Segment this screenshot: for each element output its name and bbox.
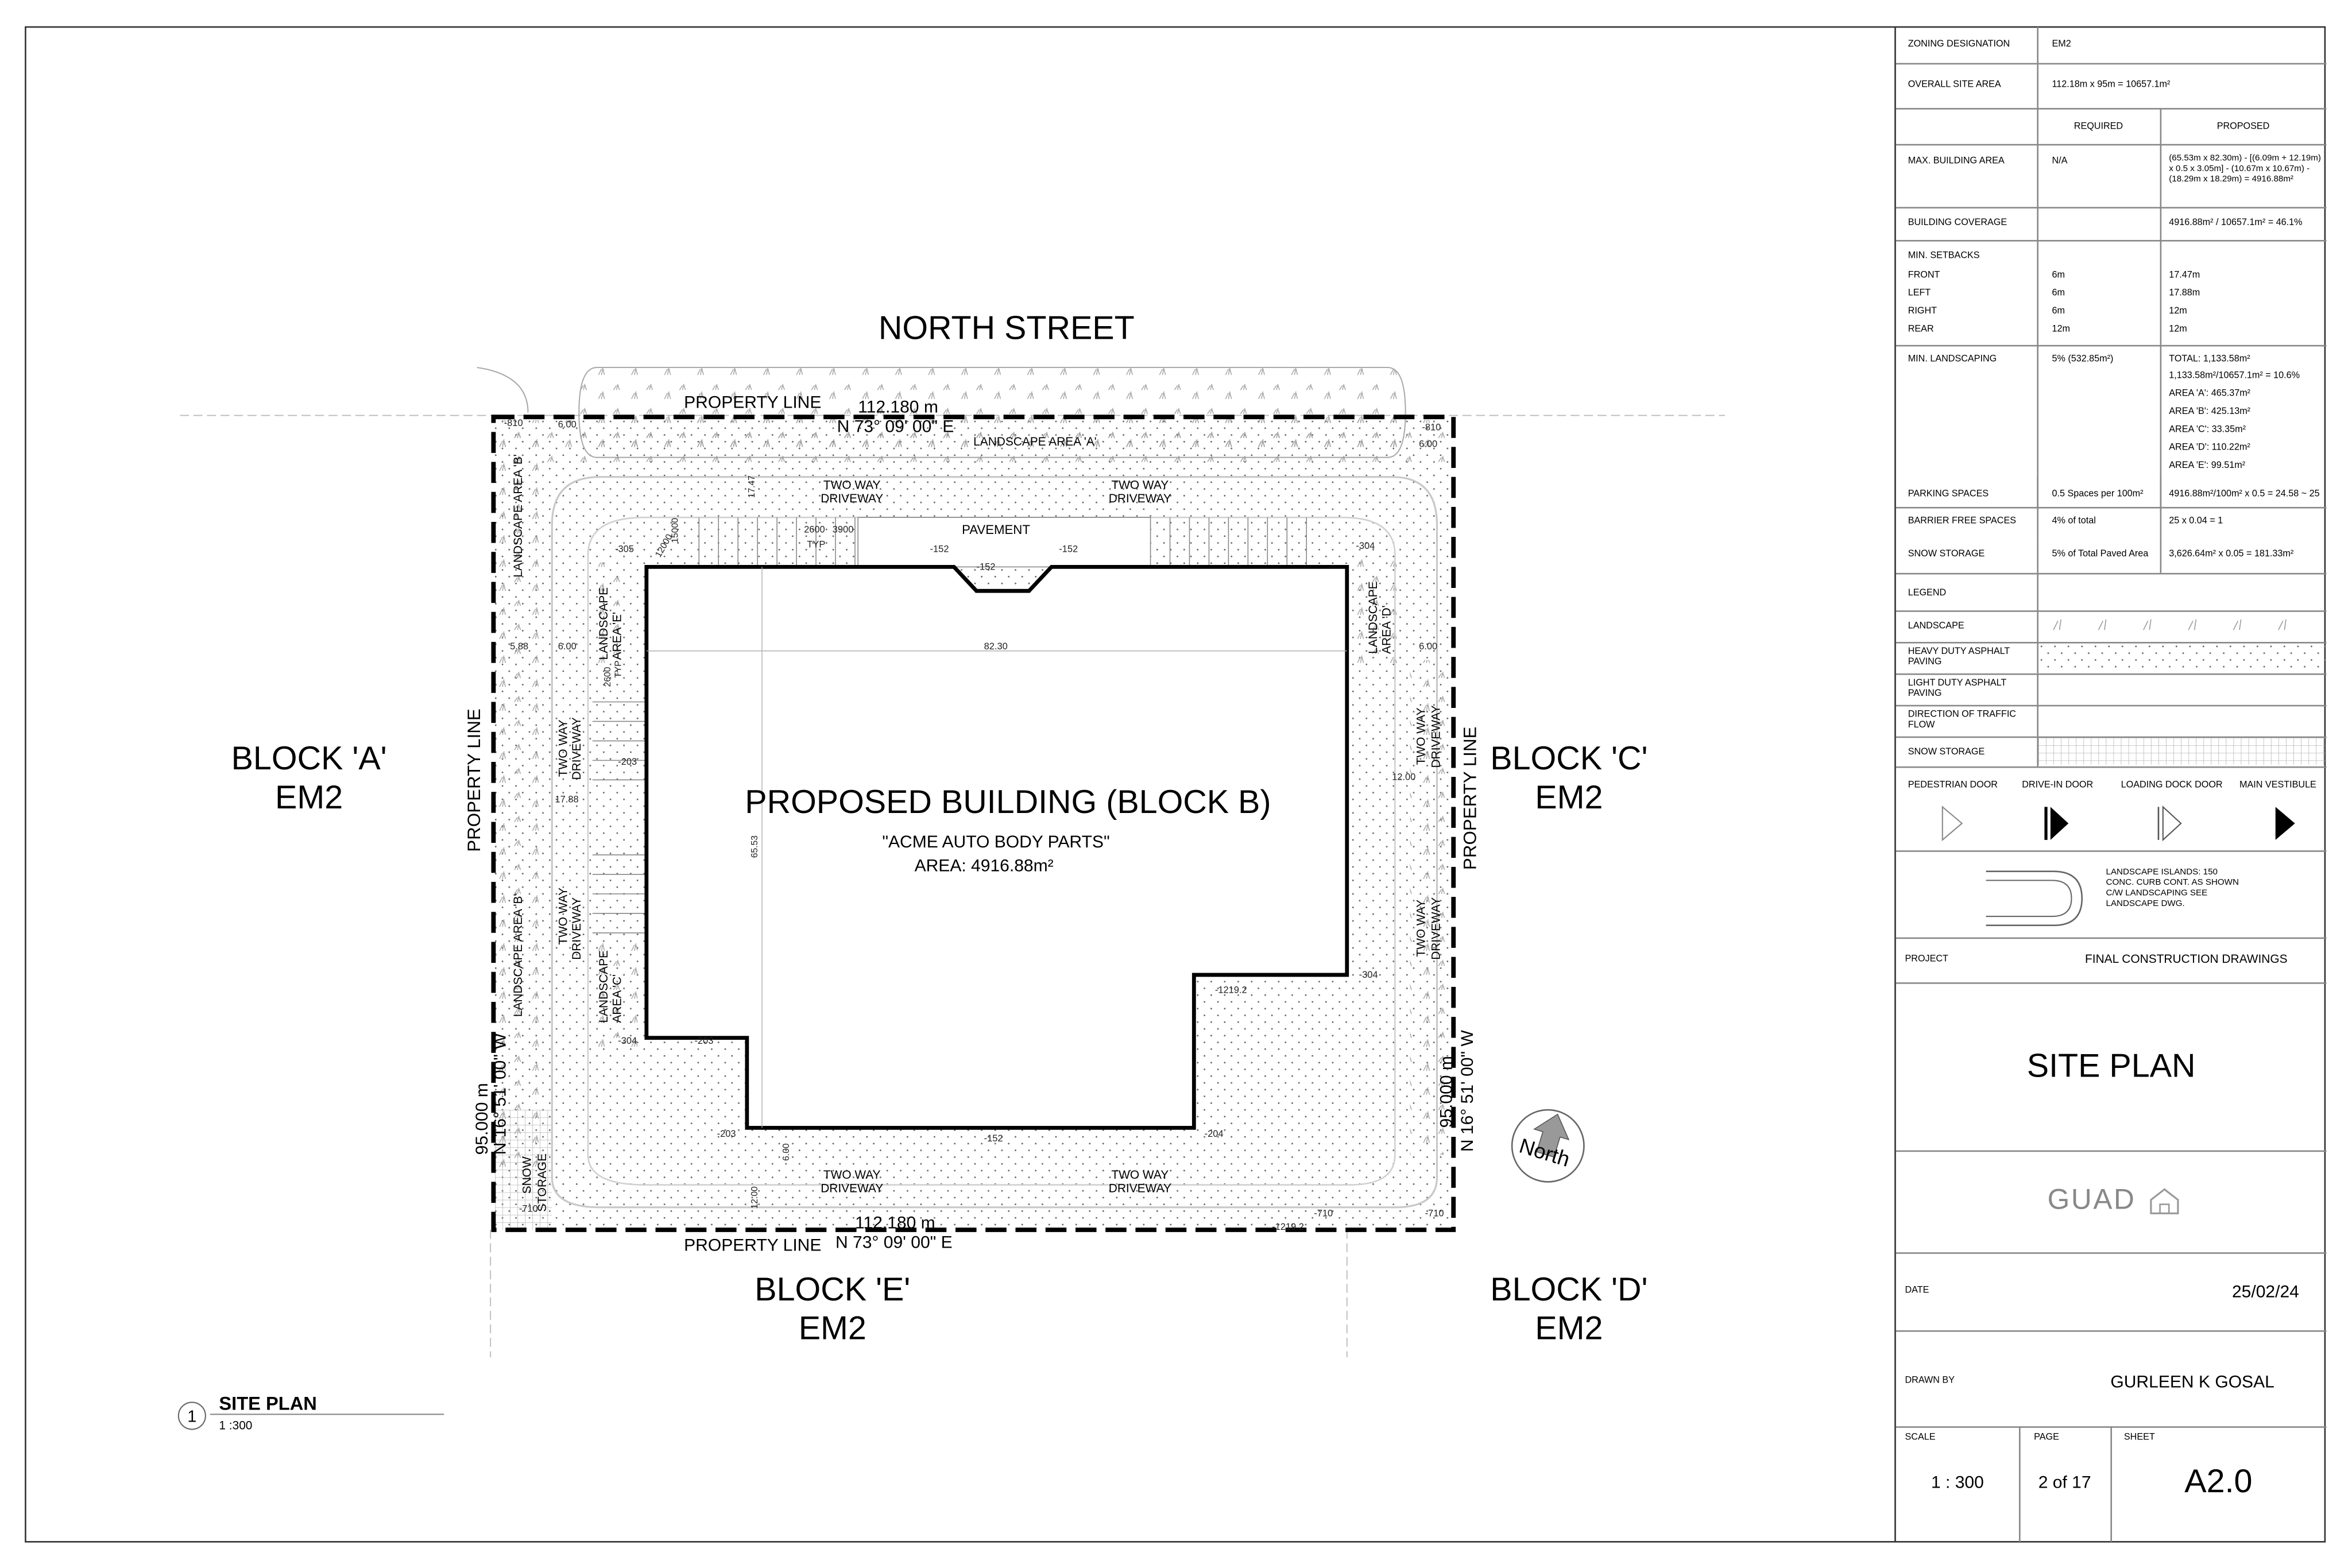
- driveway-ne-line2: DRIVEWAY: [1108, 492, 1171, 506]
- landscape-area-e-label2: AREA 'E': [610, 611, 624, 660]
- islands-note: LANDSCAPE ISLANDS: 150 CONC. CURB CONT. AS SHOWN C/W LANDSCAPING SEE LANDSCAPE DWG.: [2106, 868, 2239, 909]
- coverage-proposed: 4916.88m² / 10657.1m² = 46.1%: [2169, 217, 2303, 229]
- scale-page-row: [1896, 1426, 2327, 1542]
- block-a-label: BLOCK 'A': [231, 740, 387, 777]
- block-c-label: BLOCK 'C': [1490, 740, 1648, 777]
- dim-radius-15000: 15000: [670, 518, 680, 543]
- zoning-label: ZONING DESIGNATION: [1908, 38, 2010, 50]
- date-label: DATE: [1905, 1285, 1929, 1296]
- dim-dock-152-b: -152: [976, 562, 996, 572]
- landscaping-area-e: AREA 'E': 99.51m²: [2169, 460, 2246, 471]
- snow-label: SNOW STORAGE: [1908, 549, 1985, 560]
- block-e-label: BLOCK 'E': [755, 1271, 911, 1308]
- dim-west-588: 5.88: [510, 641, 529, 652]
- dim-left-setback: 17.88: [555, 794, 579, 805]
- door-loading-label: LOADING DOCK DOOR: [2121, 780, 2223, 791]
- dim-stall-typ: TYP: [807, 539, 826, 550]
- driveway-nw-line1: TWO WAY: [823, 478, 881, 492]
- dim-ne-304: -304: [1356, 541, 1375, 552]
- dim-east-600: 6.00: [1419, 641, 1438, 652]
- landscape-area-a-label: LANDSCAPE AREA 'A': [973, 435, 1097, 448]
- landscaping-area-b: AREA 'B': 425.13m²: [2169, 406, 2251, 417]
- sheet-value: A2.0: [2184, 1462, 2253, 1500]
- east-dimension: 95.000 m: [1437, 1056, 1456, 1128]
- sheet-title: SITE PLAN: [2026, 1047, 2196, 1085]
- setback-right-prop: 12m: [2169, 305, 2187, 317]
- site-area-row: [1896, 63, 2327, 110]
- parking-row: [1896, 477, 2327, 537]
- landscape-area-c-label1: LANDSCAPE: [597, 950, 610, 1023]
- block-d-label: BLOCK 'D': [1490, 1271, 1648, 1308]
- landscape-island-icon: [1986, 860, 2091, 928]
- north-dimension: 112.180 m: [858, 397, 938, 417]
- snow-required: 5% of Total Paved Area: [2052, 549, 2149, 560]
- coverage-label: BUILDING COVERAGE: [1908, 217, 2007, 229]
- proposed-header: PROPOSED: [2216, 121, 2270, 132]
- dim-nw-600: 6.00: [558, 419, 577, 430]
- drive-in-door-icon: [2043, 804, 2073, 843]
- parking-label: PARKING SPACES: [1908, 489, 1989, 500]
- landscaping-area-d: AREA 'D': 110.22m²: [2169, 442, 2250, 453]
- setback-rear-label: REAR: [1908, 324, 1934, 335]
- snow-label: SNOW: [520, 1156, 534, 1194]
- legend-snow: [1896, 737, 2327, 768]
- building-area: AREA: 4916.88m²: [914, 856, 1054, 876]
- door-pedestrian-label: PEDESTRIAN DOOR: [1908, 780, 1998, 791]
- doors-row: [1896, 766, 2327, 852]
- snow-proposed: 3,626.64m² x 0.05 = 181.33m²: [2169, 549, 2294, 560]
- setback-rear-prop: 12m: [2169, 324, 2187, 335]
- dim-stall-3900: 3900: [832, 524, 854, 535]
- dim-west-600: 6.00: [558, 641, 577, 652]
- dim-ne-810: -810: [1422, 422, 1441, 433]
- driveway-w1-line1: TWO WAY: [556, 719, 570, 777]
- property-line-label-north: PROPERTY LINE: [684, 393, 822, 412]
- barrier-proposed: 25 x 0.04 = 1: [2169, 516, 2223, 526]
- legend-heavy: [1896, 642, 2327, 675]
- legend-heavy-swatch: [2038, 644, 2327, 672]
- dim-notch-12192: -1219.2: [1214, 985, 1247, 996]
- max-building-label: MAX. BUILDING AREA: [1908, 156, 2005, 167]
- west-dimension: 95.000 m: [472, 1083, 492, 1155]
- pedestrian-door-icon: [1938, 804, 1968, 843]
- dim-ne-600: 6.00: [1419, 439, 1438, 450]
- door-drive-in-label: DRIVE-IN DOOR: [2022, 780, 2094, 791]
- dim-building-depth: 65.53: [750, 835, 760, 858]
- property-line-label-west: PROPERTY LINE: [463, 708, 484, 852]
- north-bearing: N 73° 09' 00" E: [837, 417, 954, 436]
- project-value: FINAL CONSTRUCTION DRAWINGS: [2084, 952, 2288, 966]
- dim-rear-1200: 12.00: [750, 1186, 760, 1209]
- east-bearing: N 16° 51' 00" W: [1458, 1030, 1477, 1152]
- site-area-value: 112.18m x 95m = 10657.1m²: [2052, 79, 2171, 90]
- setback-front-prop: 17.47m: [2169, 270, 2200, 281]
- landscaping-required: 5% (532.85m²): [2052, 354, 2114, 365]
- dim-dock-152-a: -152: [930, 544, 949, 555]
- landscaping-area-a: AREA 'A': 465.37m²: [2169, 388, 2251, 399]
- dim-radius-12000: 12000: [653, 532, 675, 559]
- legend-snow-label: SNOW STORAGE: [1908, 746, 1985, 758]
- setback-right-req: 6m: [2052, 305, 2065, 317]
- landscape-area-d-label2: AREA 'D': [1380, 605, 1394, 654]
- dim-se-710-a: -710: [1314, 1208, 1333, 1219]
- dim-south-12192: -1219.2: [1272, 1222, 1304, 1233]
- driveway-se-line1: TWO WAY: [1111, 1168, 1169, 1182]
- setback-front-req: 6m: [2052, 270, 2065, 281]
- req-prop-header: [1896, 108, 2327, 145]
- drawn-by-value: GURLEEN K GOSAL: [2110, 1373, 2274, 1392]
- driveway-w2-line1: TWO WAY: [556, 887, 570, 945]
- driveway-se-line2: DRIVEWAY: [1108, 1182, 1171, 1195]
- driveway-e1-line1: TWO WAY: [1414, 707, 1428, 765]
- dim-south-152: -152: [984, 1133, 1003, 1144]
- legend-label: LEGEND: [1908, 587, 1947, 599]
- property-line-label-east: PROPERTY LINE: [1460, 726, 1480, 870]
- dim-sw-203-a: -203: [694, 1036, 714, 1047]
- legend-light: [1896, 673, 2327, 706]
- setback-left-label: LEFT: [1908, 288, 1931, 299]
- setbacks-row: [1896, 240, 2327, 346]
- setbacks-label: MIN. SETBACKS: [1908, 250, 1980, 261]
- islands-row: [1896, 850, 2327, 939]
- legend-landscape-swatch: [2038, 612, 2327, 641]
- sheet-title-row: [1896, 982, 2327, 1152]
- site-area-label: OVERALL SITE AREA: [1908, 79, 2001, 90]
- zoning-row: [1896, 27, 2327, 64]
- door-vestibule-label: MAIN VESTIBULE: [2239, 780, 2316, 791]
- landscaping-total: TOTAL: 1,133.58m²: [2169, 354, 2250, 365]
- setback-front-label: FRONT: [1908, 270, 1940, 281]
- landscaping-label: MIN. LANDSCAPING: [1908, 354, 1997, 365]
- dim-building-width: 82.30: [984, 641, 1008, 652]
- drawn-by-label: DRAWN BY: [1905, 1375, 1955, 1386]
- block-d-zone: EM2: [1535, 1310, 1603, 1347]
- date-row: [1896, 1252, 2327, 1331]
- caption-title: SITE PLAN: [219, 1392, 317, 1414]
- west-bearing: N 16° 51' 00" W: [490, 1033, 510, 1155]
- snow-row: [1896, 537, 2327, 574]
- dim-east-304: -304: [1359, 970, 1378, 981]
- max-building-proposed: (65.53m x 82.30m) - [(6.09m + 12.19m) x 0.5 x 3.05m] - (10.67m x 10.67m) - (18.29m x 18.29m) = 4916.88m²: [2169, 154, 2321, 185]
- legend-traffic: [1896, 705, 2327, 738]
- driveway-sw-line2: DRIVEWAY: [821, 1182, 884, 1195]
- legend-light-label: LIGHT DUTY ASPHALT PAVING: [1908, 677, 2006, 699]
- dim-nw-810: -810: [504, 417, 523, 428]
- setback-left-req: 6m: [2052, 288, 2065, 299]
- block-e-zone: EM2: [798, 1310, 866, 1347]
- project-label: PROJECT: [1905, 954, 1948, 965]
- setback-rear-req: 12m: [2052, 324, 2070, 335]
- legend-landscape: [1896, 610, 2327, 643]
- max-building-row: [1896, 144, 2327, 208]
- dim-dock-152-c: -152: [1059, 544, 1078, 555]
- dim-nw-305: -305: [615, 544, 634, 555]
- landscaping-ratio: 1,133.58m²/10657.1m² = 10.6%: [2169, 370, 2300, 381]
- zoning-value: EM2: [2052, 38, 2071, 50]
- scale-label: SCALE: [1905, 1432, 1936, 1443]
- dim-se-710-b: -710: [1425, 1208, 1444, 1219]
- landscape-area-d-label1: LANDSCAPE: [1366, 581, 1380, 654]
- barrier-required: 4% of total: [2052, 516, 2096, 526]
- landscape-area-e-label1: LANDSCAPE: [597, 587, 610, 660]
- page-label: PAGE: [2034, 1432, 2059, 1443]
- legend-traffic-label: DIRECTION OF TRAFFIC FLOW: [1908, 709, 2017, 731]
- legend-header: [1896, 573, 2327, 612]
- logo-house-icon: [2148, 1186, 2184, 1216]
- guad-logo: GUAD: [2047, 1184, 2136, 1217]
- pavement-label: PAVEMENT: [962, 522, 1030, 537]
- coverage-row: [1896, 207, 2327, 241]
- landscape-area-c-label2: AREA 'C': [610, 974, 624, 1023]
- south-dimension: 112.180 m: [854, 1213, 935, 1233]
- parking-proposed: 4916.88m²/100m² x 0.5 = 24.58 ~ 25: [2169, 489, 2320, 500]
- dim-stall-2600: 2600: [804, 524, 825, 535]
- setback-right-label: RIGHT: [1908, 305, 1937, 317]
- dim-east-1200: 12.00: [1392, 772, 1416, 783]
- caption-scale: 1 :300: [219, 1419, 253, 1433]
- drawn-by-row: [1896, 1330, 2327, 1428]
- parking-required: 0.5 Spaces per 100m²: [2052, 489, 2144, 500]
- north-arrow-label: North: [1517, 1133, 1573, 1171]
- landscape-area-b-lower-label: LANDSCAPE AREA 'B': [512, 893, 525, 1017]
- driveway-ne-line1: TWO WAY: [1111, 478, 1169, 492]
- driveway-sw-line1: TWO WAY: [823, 1168, 881, 1182]
- main-vestibule-icon: [2271, 804, 2301, 843]
- dim-rear-600: 6.00: [782, 1143, 792, 1161]
- landscaping-area-c: AREA 'C': 33.35m²: [2169, 424, 2246, 435]
- dim-sw-203-b: -203: [717, 1129, 736, 1140]
- block-a-zone: EM2: [275, 779, 343, 816]
- sheet-label: SHEET: [2123, 1432, 2155, 1443]
- building-name: "ACME AUTO BODY PARTS": [882, 832, 1110, 851]
- storage-label: STORAGE: [535, 1153, 549, 1212]
- page-value: 2 of 17: [2038, 1474, 2091, 1493]
- dim-front-setback: 17.47: [746, 475, 757, 498]
- max-building-required: N/A: [2052, 156, 2068, 167]
- setback-left-prop: 17.88m: [2169, 288, 2200, 299]
- driveway-w1-line2: DRIVEWAY: [570, 717, 583, 780]
- barrier-label: BARRIER FREE SPACES: [1908, 516, 2017, 526]
- property-line-label-south: PROPERTY LINE: [684, 1236, 822, 1255]
- dim-west-203: -203: [618, 757, 637, 768]
- dim-west-stall-typ: TYP: [613, 660, 624, 678]
- date-value: 25/02/24: [2231, 1284, 2299, 1302]
- legend-landscape-label: LANDSCAPE: [1908, 621, 1964, 632]
- street-label: NORTH STREET: [878, 309, 1135, 347]
- project-row: [1896, 938, 2327, 984]
- dim-sw-304: -304: [618, 1036, 637, 1047]
- legend-snow-swatch: [2038, 738, 2327, 765]
- dim-south-204: -204: [1204, 1129, 1224, 1140]
- driveway-w2-line2: DRIVEWAY: [570, 897, 583, 960]
- driveway-nw-line2: DRIVEWAY: [821, 492, 884, 506]
- dim-west-stall-2600: 2600: [603, 667, 613, 687]
- driveway-e2-line2: DRIVEWAY: [1429, 897, 1443, 960]
- building-title: PROPOSED BUILDING (BLOCK B): [745, 783, 1271, 820]
- required-header: REQUIRED: [2074, 121, 2123, 132]
- dim-sw-710: -710: [519, 1203, 538, 1214]
- south-bearing: N 73° 09' 00" E: [835, 1233, 953, 1252]
- block-c-zone: EM2: [1535, 779, 1603, 816]
- caption-number: 1: [187, 1407, 197, 1426]
- driveway-e2-line1: TWO WAY: [1414, 899, 1428, 957]
- logo-row: [1896, 1151, 2327, 1254]
- driveway-e1-line2: DRIVEWAY: [1429, 705, 1443, 768]
- legend-heavy-label: HEAVY DUTY ASPHALT PAVING: [1908, 646, 2010, 668]
- title-block: [1894, 27, 2326, 1542]
- loading-dock-door-icon: [2156, 804, 2185, 843]
- scale-value: 1 : 300: [1931, 1474, 1984, 1493]
- landscape-area-b-upper-label: LANDSCAPE AREA 'B': [512, 454, 525, 578]
